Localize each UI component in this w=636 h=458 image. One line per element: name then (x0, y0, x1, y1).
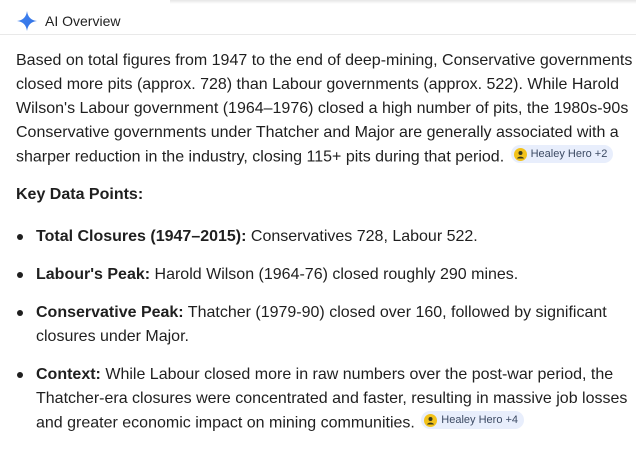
key-data-points-list (16, 225, 632, 450)
source-chip-label: Healey Hero +4 (441, 414, 519, 426)
point-label: Labour's Peak: (36, 266, 151, 283)
list-item (16, 301, 632, 349)
top-edge-shadow (170, 0, 636, 4)
healey-hero-favicon-icon (424, 414, 437, 427)
point-label: Context: (36, 366, 101, 383)
summary-paragraph (16, 49, 634, 170)
source-chip[interactable] (421, 411, 524, 429)
ai-overview-header (16, 10, 120, 32)
source-chip-label: Healey Hero +2 (530, 148, 608, 160)
list-item (16, 263, 632, 287)
point-text: Thatcher (1979-90) closed over 160, followed by significant closures under Major. (36, 304, 607, 345)
point-text: Harold Wilson (1964-76) closed roughly 290 mines. (154, 266, 519, 283)
point-text: Conservatives 728, Labour 522. (250, 228, 478, 245)
list-item (16, 363, 632, 436)
gemini-sparkle-icon (16, 10, 38, 32)
key-data-points-heading: Key Data Points: (16, 186, 144, 203)
point-label: Conservative Peak: (36, 304, 184, 321)
healey-hero-favicon-icon (514, 148, 527, 161)
list-item (16, 225, 632, 249)
ai-overview-title: AI Overview (45, 13, 121, 29)
summary-text: Based on total figures from 1947 to the end of deep-mining, Conservative governments closed more pits (approx. 728) than Labour governments (approx. 522). While Harold Wilson's Labour government (1964–1976) closed a high number of pits, the 1980s-90s Conservative governments under Thatcher and Major are generally associated with a sharper reduction in the industry, closing 115+ pits during that period. (16, 52, 633, 166)
point-label: Total Closures (1947–2015): (36, 228, 247, 245)
source-chip[interactable] (511, 145, 614, 163)
header-divider (0, 34, 636, 35)
point-text: While Labour closed more in raw numbers over the post-war period, the Thatcher-era closures were concentrated and faster, resulting in massive job losses and greater economic impact on mining communities. (36, 366, 628, 432)
